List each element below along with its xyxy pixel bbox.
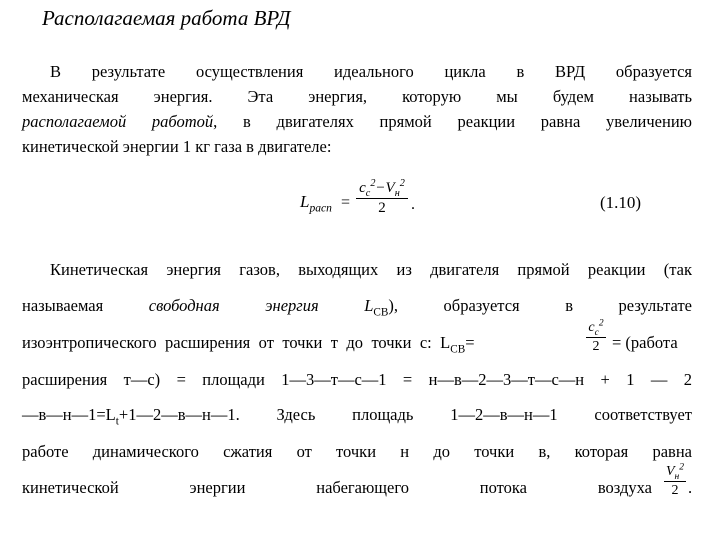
- fraction-bar: [356, 198, 408, 199]
- fraction-vn2: [664, 464, 686, 499]
- formula-lhs-symbol: L: [300, 192, 310, 211]
- word: потока: [479, 478, 527, 497]
- formula-fraction: [356, 180, 408, 217]
- formula-numerator: [356, 180, 408, 197]
- fraction-cc2-den: 2: [592, 339, 600, 354]
- paragraph1-line3: [22, 112, 692, 132]
- paragraph2-line2: [22, 296, 692, 319]
- paragraph2-line7: [22, 478, 652, 498]
- vn-sub: н: [674, 471, 680, 482]
- word: воздуха: [597, 478, 652, 497]
- cc-sub: c: [594, 327, 599, 338]
- word: результате: [618, 296, 692, 315]
- word: набегающего: [316, 478, 409, 497]
- line3-text: изоэнтропического расширения от точки т до точки с: L: [22, 333, 451, 352]
- word: называемая: [22, 296, 104, 315]
- paren: ),: [388, 296, 398, 315]
- word: кинетической: [22, 478, 119, 497]
- equation-number: (1.10): [600, 193, 642, 212]
- fraction-cc2-num: [586, 320, 606, 336]
- line3-sub: СВ: [450, 343, 466, 356]
- vn-symbol: V: [665, 464, 675, 479]
- word: образуется: [443, 296, 520, 315]
- paragraph2-line3-tail: = (работа: [612, 333, 678, 352]
- symbol-lsv: [364, 296, 398, 319]
- symbol-l-sub: СВ: [373, 306, 389, 319]
- num-c: c: [359, 180, 366, 196]
- paragraph2-line3: [22, 333, 475, 356]
- num-v: V: [385, 180, 395, 196]
- word: энергии: [189, 478, 246, 497]
- paragraph1-line3-rest: , в двигателях прямой реакции равна увеличению: [213, 112, 692, 131]
- num-minus: −: [375, 180, 386, 196]
- word-em: свободная: [148, 296, 220, 315]
- line5-part-b: +1—2—в—н—1. Здесь площадь 1—2—в—н—1 соответствует: [118, 405, 692, 424]
- page-title: Располагаемая работа ВРД: [42, 6, 291, 30]
- formula-trail: .: [411, 196, 415, 213]
- paragraph2-line4: расширения т—с) = площади 1—3—т—с—1 = н—в—2—3—т—с—н + 1 — 2: [22, 370, 692, 389]
- formula-lhs: [300, 192, 332, 215]
- formula-lhs-sub: расп: [309, 201, 332, 215]
- num-c-sub: c: [365, 188, 371, 199]
- paragraph1-line1: В результате осуществления идеального цикла в ВРД образуется: [50, 62, 692, 81]
- fraction-vn2-den: 2: [671, 483, 679, 498]
- paragraph2-line6: работе динамического сжатия от точки н до точки в, которая равна: [22, 442, 692, 461]
- num-v-sup: 2: [399, 178, 405, 189]
- paragraph1-line4: кинетической энергии 1 кг газа в двигателе:: [22, 137, 332, 156]
- cc-sup: 2: [598, 318, 604, 329]
- word: в: [565, 296, 573, 315]
- num-c-sup: 2: [370, 178, 376, 189]
- emphasis-term: располагаемой работой: [22, 112, 214, 131]
- line3-equals: =: [465, 333, 475, 352]
- vn-sup: 2: [679, 462, 685, 473]
- final-period: .: [688, 478, 693, 497]
- num-v-sub: н: [394, 188, 400, 199]
- paragraph2-line1: Кинетическая энергия газов, выходящих из двигателя прямой реакции (так: [50, 260, 692, 279]
- formula-equals: =: [341, 194, 351, 211]
- line5-part-a: —в—н—1=L: [22, 405, 116, 424]
- formula-denominator: 2: [378, 200, 386, 216]
- word-em: энергия: [265, 296, 319, 315]
- line5-sub: t: [115, 415, 119, 428]
- cc-symbol: c: [588, 320, 595, 335]
- fraction-cc2: [586, 320, 606, 355]
- symbol-l: L: [364, 296, 374, 315]
- fraction-vn2-num: [664, 464, 686, 480]
- paragraph2-line5: [22, 405, 692, 428]
- paragraph1-line2: механическая энергия. Эта энергия, которую мы будем называть: [22, 87, 692, 106]
